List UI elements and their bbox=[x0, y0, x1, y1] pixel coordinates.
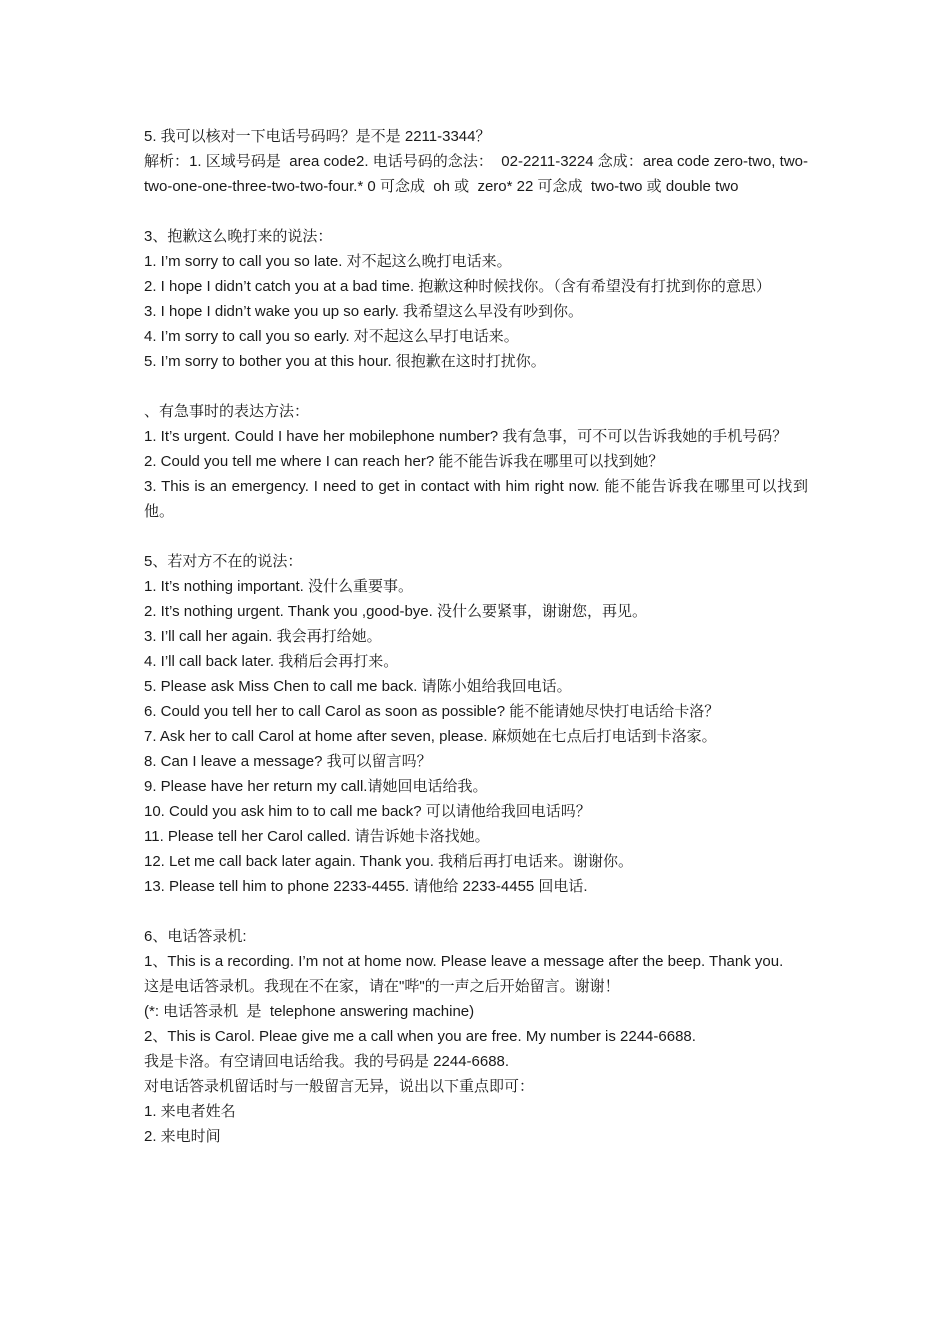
text-line: 这是电话答录机。我现在不在家，请在"哔"的一声之后开始留言。谢谢！ bbox=[144, 978, 620, 995]
text-line: 8. Can I leave a message? 我可以留言吗？ bbox=[144, 753, 432, 770]
text-line: 6、电话答录机: bbox=[144, 928, 247, 945]
text-line: 2. Could you tell me where I can reach her? 能不能告诉我在哪里可以找到她？ bbox=[144, 453, 664, 470]
text-line: 5. I’m sorry to bother you at this hour. 很抱歉在这时打扰你。 bbox=[144, 353, 546, 370]
text-line: 2. 来电时间 bbox=[144, 1128, 221, 1145]
text-line: 3. I’ll call her again. 我会再打给她。 bbox=[144, 628, 382, 645]
text-line: (*: 电话答录机 是 telephone answering machine) bbox=[144, 1003, 475, 1020]
text-line: 4. I’ll call back later. 我稍后会再打来。 bbox=[144, 653, 399, 670]
text-line: 11. Please tell her Carol called. 请告诉她卡洛找她。 bbox=[144, 828, 490, 845]
paragraph: 1. It’s urgent. Could I have her mobilephone number? 我有急事，可不可以告诉我她的手机号码？ bbox=[144, 428, 788, 445]
text-line: 3、抱歉这么晚打来的说法： bbox=[144, 228, 333, 245]
text-line: 我是卡洛。有空请回电话给我。我的号码是 2244-6688. bbox=[144, 1053, 510, 1070]
text-line: 1. It’s nothing important. 没什么重要事。 bbox=[144, 578, 413, 595]
text-line: 5. 我可以核对一下电话号码吗？是不是 2211-3344？ bbox=[144, 128, 491, 145]
text-line: 1、This is a recording. I’m not at home now. Please leave a message after the beep. Thank you. bbox=[144, 953, 784, 970]
text-line: 5、若对方不在的说法： bbox=[144, 553, 303, 570]
text-line: 、有急事时的表达方法： bbox=[144, 403, 310, 420]
text-line: 13. Please tell him to phone 2233-4455. 请他给 2233-4455 回电话. bbox=[144, 878, 588, 895]
text-line: 12. Let me call back later again. Thank you. 我稍后再打电话来。谢谢你。 bbox=[144, 853, 634, 870]
paragraph: 解析：1. 区域号码是 area code2. 电话号码的念法： 02-2211-3224 念成：area code zero-two, two-two-one-one-three-two-two-four.* 0 可念成 oh 或 zero* 22 可念成 two-two 或 double two bbox=[144, 153, 808, 195]
blank-line bbox=[144, 524, 808, 549]
paragraph: 2. I hope I didn’t catch you at a bad time. 抱歉这种时候找你。（含有希望没有打扰到你的意思） bbox=[144, 278, 771, 295]
text-line: 3. I hope I didn’t wake you up so early. 我希望这么早没有吵到你。 bbox=[144, 303, 584, 320]
blank-line bbox=[144, 199, 808, 224]
text-line: 10. Could you ask him to to call me back? 可以请他给我回电话吗？ bbox=[144, 803, 591, 820]
text-line: 5. Please ask Miss Chen to call me back. 请陈小姐给我回电话。 bbox=[144, 678, 572, 695]
text-line: 4. I’m sorry to call you so early. 对不起这么早打电话来。 bbox=[144, 328, 519, 345]
blank-line bbox=[144, 374, 808, 399]
text-line: 7. Ask her to call Carol at home after seven, please. 麻烦她在七点后打电话到卡洛家。 bbox=[144, 728, 717, 745]
text-line: 2、This is Carol. Pleae give me a call when you are free. My number is 2244-6688. bbox=[144, 1028, 696, 1045]
text-line: 6. Could you tell her to call Carol as soon as possible? 能不能请她尽快打电话给卡洛？ bbox=[144, 703, 720, 720]
blank-line bbox=[144, 899, 808, 924]
text-line: 2. It’s nothing urgent. Thank you ,good-bye. 没什么要紧事，谢谢您，再见。 bbox=[144, 603, 647, 620]
text-line: 1. I’m sorry to call you so late. 对不起这么晚打电话来。 bbox=[144, 253, 512, 270]
text-line: 9. Please have her return my call.请她回电话给我。 bbox=[144, 778, 488, 795]
text-line: 对电话答录机留话时与一般留言无异，说出以下重点即可： bbox=[144, 1078, 535, 1095]
document-body bbox=[144, 124, 808, 1149]
text-line: 1. 来电者姓名 bbox=[144, 1103, 236, 1120]
paragraph: 3. This is an emergency. I need to get in contact with him right now. 能不能告诉我在哪里可以找到他。 bbox=[144, 478, 808, 520]
